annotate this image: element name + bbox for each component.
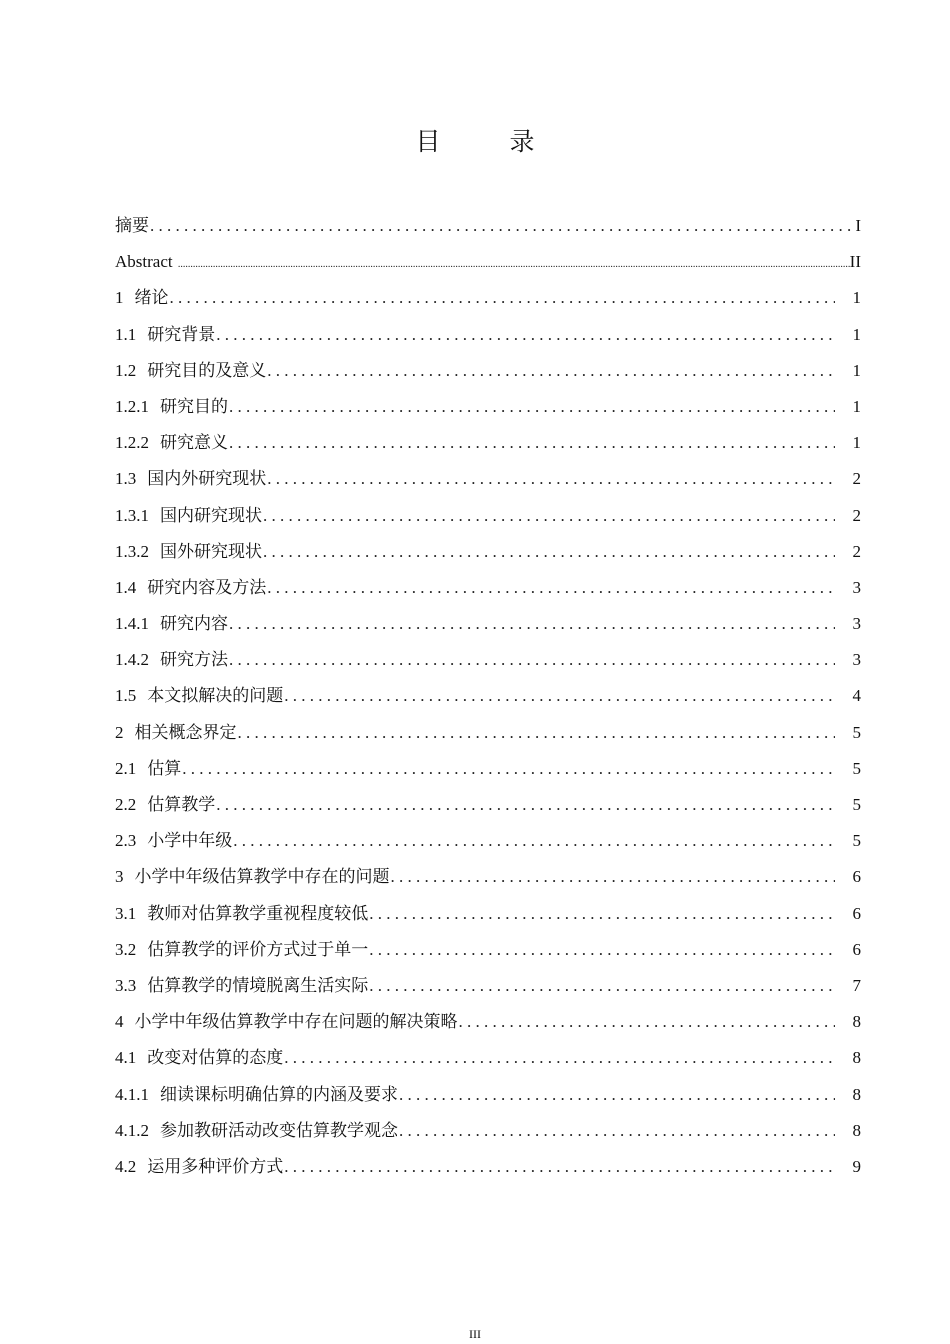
toc-entry-number: 3 xyxy=(115,867,124,887)
toc-entry-page: 8 xyxy=(852,1084,861,1104)
toc-dot-leader xyxy=(368,932,835,968)
toc-entry-number: 4.1.2 xyxy=(115,1120,149,1140)
toc-entry[interactable] xyxy=(115,968,861,1004)
toc-entry-title: 小学中年级 xyxy=(147,831,233,851)
toc-entry-title: 小学中年级估算教学中存在的问题 xyxy=(134,867,390,887)
toc-entry-title: 摘要 xyxy=(115,216,149,235)
toc-dot-leader xyxy=(283,678,835,714)
toc-dot-leader xyxy=(283,1149,835,1185)
toc-dot-leader xyxy=(262,534,835,570)
toc-dot-leader xyxy=(390,859,836,895)
toc-entry[interactable] xyxy=(115,353,861,389)
toc-entry[interactable] xyxy=(115,570,861,606)
toc-entry-page: 5 xyxy=(852,758,861,778)
toc-entry[interactable] xyxy=(115,1077,861,1113)
toc-title: 目 录 xyxy=(415,129,557,156)
toc-entry[interactable] xyxy=(115,280,861,316)
toc-entry-number: 1.3.2 xyxy=(115,541,149,561)
toc-dot-leader xyxy=(232,823,835,859)
toc-entry-title: 细读课标明确估算的内涵及要求 xyxy=(160,1084,398,1104)
toc-entry-number: 1.3.1 xyxy=(115,505,149,525)
toc-entry[interactable] xyxy=(115,244,861,280)
toc-dot-leader xyxy=(266,353,835,389)
toc-entry-number: 2.2 xyxy=(115,795,137,814)
toc-entry-number: 4.2 xyxy=(115,1156,137,1176)
toc-entry-page: 3 xyxy=(852,577,861,597)
toc-entry-title: 估算教学的评价方式过于单一 xyxy=(147,939,369,959)
toc-entry-title: 相关概念界定 xyxy=(134,722,237,742)
toc-entry-number: 1.4.2 xyxy=(115,650,149,670)
toc-entry-title: 运用多种评价方式 xyxy=(147,1156,284,1176)
toc-entry-title: 研究背景 xyxy=(147,324,216,344)
toc-dot-leader xyxy=(228,389,835,425)
toc-entry-number: 1.2.2 xyxy=(115,433,149,453)
toc-entry-title: 国内研究现状 xyxy=(160,505,262,525)
toc-entry[interactable] xyxy=(115,1149,861,1185)
toc-entry-title: 研究内容 xyxy=(160,614,228,634)
toc-entry-page: II xyxy=(849,252,861,272)
toc-dot-leader xyxy=(149,208,855,244)
toc-entry-number: 1 xyxy=(115,288,124,308)
toc-entry-number: 1.4 xyxy=(115,577,137,597)
toc-entry-number: 4 xyxy=(115,1012,124,1032)
toc-dot-leader xyxy=(266,461,835,497)
toc-dot-leader xyxy=(228,606,835,642)
toc-entry-number: 3.3 xyxy=(115,975,137,995)
toc-entry[interactable] xyxy=(115,787,861,823)
toc-entry-number: 4.1.1 xyxy=(115,1084,149,1104)
toc-entry[interactable] xyxy=(115,534,861,570)
toc-entry-title: 估算 xyxy=(147,758,182,778)
toc-list xyxy=(115,208,861,1185)
toc-entry-page: 4 xyxy=(852,686,861,706)
toc-entry-page: 7 xyxy=(852,975,861,995)
toc-dot-leader xyxy=(228,642,835,678)
toc-entry-title: 本文拟解决的问题 xyxy=(147,686,284,706)
toc-entry-title: 绪论 xyxy=(134,288,169,308)
toc-entry-number: 1.4.1 xyxy=(115,614,149,634)
toc-entry[interactable] xyxy=(115,932,861,968)
toc-dot-leader xyxy=(262,498,835,534)
toc-entry-title: 估算教学的情境脱离生活实际 xyxy=(147,975,369,995)
toc-entry-page: 5 xyxy=(852,795,861,814)
toc-entry-title: 参加教研活动改变估算教学观念 xyxy=(160,1120,398,1140)
toc-entry-page: 1 xyxy=(852,324,861,344)
toc-entry-number: 3.1 xyxy=(115,903,137,923)
toc-dot-leader xyxy=(177,244,850,283)
toc-dot-leader xyxy=(368,968,835,1004)
toc-entry-page: 1 xyxy=(852,396,861,416)
toc-entry-title: 研究目的 xyxy=(160,396,228,416)
page-number: III xyxy=(469,1327,481,1341)
toc-entry-page: 6 xyxy=(852,867,861,887)
toc-entry-page: 1 xyxy=(852,433,861,453)
toc-entry[interactable] xyxy=(115,823,861,859)
toc-entry-page: I xyxy=(855,216,861,235)
toc-entry-page: 2 xyxy=(852,469,861,489)
toc-dot-leader xyxy=(215,317,835,353)
toc-entry[interactable] xyxy=(115,678,861,714)
toc-entry-number: 4.1 xyxy=(115,1048,137,1068)
toc-entry[interactable] xyxy=(115,498,861,534)
toc-dot-leader xyxy=(283,1040,835,1076)
toc-entry[interactable] xyxy=(115,606,861,642)
toc-entry-title: 国外研究现状 xyxy=(160,541,262,561)
toc-entry[interactable] xyxy=(115,425,861,461)
toc-entry-title: 研究内容及方法 xyxy=(147,577,267,597)
toc-entry-number: 2.3 xyxy=(115,831,137,851)
toc-entry-title: 研究目的及意义 xyxy=(147,360,267,380)
toc-entry[interactable] xyxy=(115,751,861,787)
toc-entry-title: 研究方法 xyxy=(160,650,228,670)
toc-entry-page: 8 xyxy=(852,1048,861,1068)
toc-entry-page: 1 xyxy=(852,288,861,308)
toc-dot-leader xyxy=(228,425,835,461)
toc-entry-number: 1.5 xyxy=(115,686,137,706)
toc-entry-title: 国内外研究现状 xyxy=(147,469,267,489)
toc-entry-title: 教师对估算教学重视程度较低 xyxy=(147,903,369,923)
toc-entry[interactable] xyxy=(115,896,861,932)
toc-entry[interactable] xyxy=(115,1113,861,1149)
toc-entry-page: 8 xyxy=(852,1012,861,1032)
toc-entry-page: 5 xyxy=(852,831,861,851)
toc-entry-page: 3 xyxy=(852,614,861,634)
toc-dot-leader xyxy=(398,1077,835,1113)
toc-entry-title: 改变对估算的态度 xyxy=(147,1048,284,1068)
toc-entry-page: 1 xyxy=(852,360,861,380)
toc-entry[interactable] xyxy=(115,642,861,678)
toc-entry-number: 3.2 xyxy=(115,939,137,959)
toc-dot-leader xyxy=(368,896,835,932)
toc-dot-leader xyxy=(458,1004,836,1040)
toc-entry-number: 1.2 xyxy=(115,360,137,380)
toc-entry-title: 小学中年级估算教学中存在问题的解决策略 xyxy=(134,1012,458,1032)
toc-entry-title: Abstract xyxy=(115,252,177,272)
toc-entry-page: 2 xyxy=(852,505,861,525)
toc-entry[interactable] xyxy=(115,461,861,497)
toc-entry-page: 2 xyxy=(852,541,861,561)
toc-entry[interactable] xyxy=(115,715,861,751)
toc-entry-number: 1.1 xyxy=(115,324,137,344)
toc-entry-number: 1.3 xyxy=(115,469,137,489)
toc-entry-page: 3 xyxy=(852,650,861,670)
toc-entry-number: 1.2.1 xyxy=(115,396,149,416)
toc-entry[interactable] xyxy=(115,1040,861,1076)
toc-entry-title: 研究意义 xyxy=(160,433,228,453)
toc-dot-leader xyxy=(398,1113,835,1149)
toc-entry[interactable] xyxy=(115,1004,861,1040)
toc-dot-leader xyxy=(215,787,835,823)
toc-entry-page: 9 xyxy=(852,1156,861,1176)
toc-dot-leader xyxy=(181,751,835,787)
toc-entry-page: 6 xyxy=(852,903,861,923)
toc-entry[interactable] xyxy=(115,389,861,425)
toc-dot-leader xyxy=(169,280,836,316)
toc-entry-number: 2.1 xyxy=(115,758,137,778)
toc-dot-leader xyxy=(237,715,836,751)
toc-entry[interactable] xyxy=(115,859,861,895)
toc-entry-page: 5 xyxy=(852,722,861,742)
toc-entry-number: 2 xyxy=(115,722,124,742)
toc-entry[interactable] xyxy=(115,317,861,353)
toc-entry[interactable] xyxy=(115,208,861,244)
toc-entry-page: 8 xyxy=(852,1120,861,1140)
toc-entry-page: 6 xyxy=(852,939,861,959)
toc-dot-leader xyxy=(266,570,835,606)
toc-entry-title: 估算教学 xyxy=(147,795,216,814)
